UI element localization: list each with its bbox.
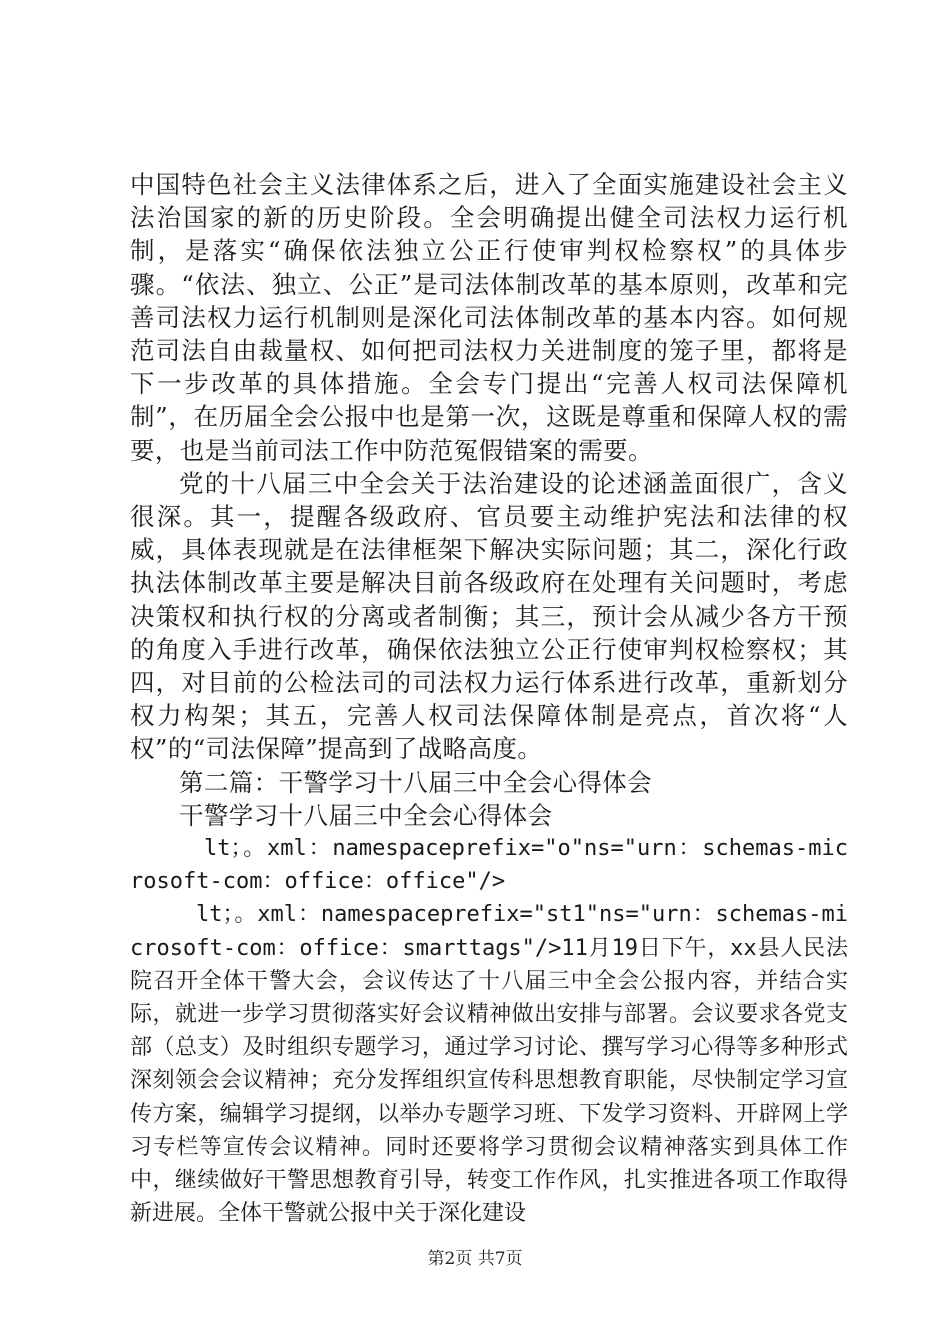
page-footer: 第2页 共7页	[427, 1249, 523, 1269]
section-heading: 第二篇：干警学习十八届三中全会心得体会	[179, 767, 653, 797]
article-title: 干警学习十八届三中全会心得体会	[179, 800, 553, 830]
paragraph-rule-of-law: 党的十八届三中全会关于法治建设的论述涵盖面很广，含义很深。其一，提醒各级政府、官员要主动维护宪法和法律的权威，具体表现就是在法律框架下解决实际问题；其二，深化行政执法体制改革主要是解决目前各级政府在处理有关问题时，考虑决策权和执行权的分离或者制衡；其三，预计会从减少各方干预的角度入手进行改革，确保依法独立公正行使审判权检察权；其四，对目前的公检法司的司法权力运行体系进行改革，重新划分权力构架；其五，完善人权司法保障体制是亮点，首次将“人权”的“司法保障”提高到了战略高度。	[130, 468, 848, 764]
paragraph-court-meeting: lt；。xml：namespaceprefix="st1"ns="urn：schemas-microsoft-com：office：smarttags"/>11月19日下午，xx县人民法院召开全体干警大会，会议传达了十八届三中全会公报内容，并结合实际，就进一步学习贯彻落实好会议精神做出安排与部署。会议要求各党支部（总支）及时组织专题学习，通过学习讨论、撰写学习心得等多种形式深刻领会会议精神；充分发挥组织宣传科思想教育职能，尽快制定学习宣传方案，编辑学习提纲，以举办专题学习班、下发学习资料、开辟网上学习专栏等宣传会议精神。同时还要将学习贯彻会议精神落实到具体工作中，继续做好干警思想教育引导，转变工作作风，扎实推进各项工作取得新进展。全体干警就公报中关于深化建设	[130, 902, 848, 1227]
xml-namespace-line: lt；。xml：namespaceprefix="o"ns="urn：schemas-microsoft-com：office：office"/>	[130, 836, 848, 895]
paragraph-continuation: 中国特色社会主义法律体系之后，进入了全面实施建设社会主义法治国家的新的历史阶段。全会明确提出健全司法权力运行机制，是落实“确保依法独立公正行使审判权检察权”的具体步骤。“依法、独立、公正”是司法体制改革的基本原则，改革和完善司法权力运行机制则是深化司法体制改革的基本内容。如何规范司法自由裁量权、如何把司法权力关进制度的笼子里，都将是下一步改革的具体措施。全会专门提出“完善人权司法保障机制”，在历届全会公报中也是第一次，这既是尊重和保障人权的需要，也是当前司法工作中防范冤假错案的需要。	[130, 170, 848, 465]
document-body	[130, 168, 848, 1231]
